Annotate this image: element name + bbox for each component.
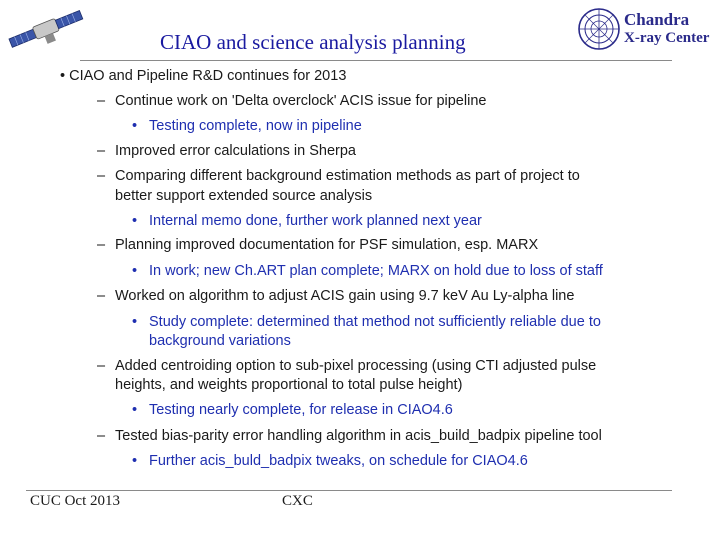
sub-bullet: – — [97, 358, 106, 374]
sub-sub-bullet-text: In work; new Ch.ART plan complete; MARX on hold due to loss of staff — [149, 263, 603, 279]
sub-sub-bullet-text: Further acis_buld_badpix tweaks, on schedule for CIAO4.6 — [149, 453, 528, 469]
chandra-emblem-icon — [576, 6, 622, 52]
logo-line2: X-ray Center — [624, 30, 710, 46]
sub-sub-bullet-text: Testing nearly complete, for release in CIAO4.6 — [149, 402, 453, 418]
sub-sub-bullet: • — [132, 118, 138, 134]
sub-bullet-text: Improved error calculations in Sherpa — [115, 143, 356, 159]
sub-sub-bullet: • — [132, 402, 138, 418]
sub-bullet-text: Added centroiding option to sub-pixel processing (using CTI adjusted pulse — [115, 358, 597, 374]
sub-sub-bullet-text: Internal memo done, further work planned next year — [149, 213, 482, 229]
header-rule — [80, 60, 672, 61]
sub-bullet: – — [97, 93, 106, 109]
sub-sub-bullet-text: Study complete: determined that method not sufficiently reliable due to — [149, 314, 601, 330]
sub-bullet-text-cont: heights, and weights proportional to total pulse height) — [115, 377, 463, 393]
sub-bullet-text: Planning improved documentation for PSF simulation, esp. MARX — [115, 237, 539, 253]
sub-sub-bullet: • — [132, 314, 138, 330]
sub-sub-bullet: • — [132, 213, 138, 229]
sub-sub-bullet: • — [132, 263, 138, 279]
sub-sub-bullet-text: Testing complete, now in pipeline — [149, 118, 362, 134]
footer-rule — [26, 490, 672, 491]
satellite-icon — [6, 6, 88, 52]
sub-bullet-text: Tested bias-parity error handling algorithm in acis_build_badpix pipeline tool — [115, 428, 602, 444]
sub-sub-bullet-text-cont: background variations — [149, 333, 291, 349]
sub-bullet-text: Comparing different background estimation methods as part of project to — [115, 168, 580, 184]
sub-bullet-text: Worked on algorithm to adjust ACIS gain using 9.7 keV Au Ly-alpha line — [115, 288, 575, 304]
footer-center: CXC — [282, 493, 313, 509]
sub-bullet: – — [97, 143, 106, 159]
sub-bullet: – — [97, 168, 106, 184]
sub-bullet: – — [97, 428, 106, 444]
sub-sub-bullet: • — [132, 453, 138, 469]
sub-bullet: – — [97, 288, 106, 304]
page-title: CIAO and science analysis planning — [160, 30, 466, 54]
bullet-1-text: CIAO and Pipeline R&D continues for 2013 — [69, 68, 347, 84]
sub-bullet: – — [97, 237, 106, 253]
footer-left: CUC Oct 2013 — [30, 493, 120, 509]
chandra-logo — [576, 6, 718, 52]
logo-line1: Chandra — [624, 10, 690, 29]
bullet-1: • CIAO and Pipeline R&D continues for 2013 — [60, 68, 347, 84]
sub-bullet-text: Continue work on 'Delta overclock' ACIS issue for pipeline — [115, 93, 487, 109]
sub-bullet-text-cont: better support extended source analysis — [115, 188, 373, 204]
